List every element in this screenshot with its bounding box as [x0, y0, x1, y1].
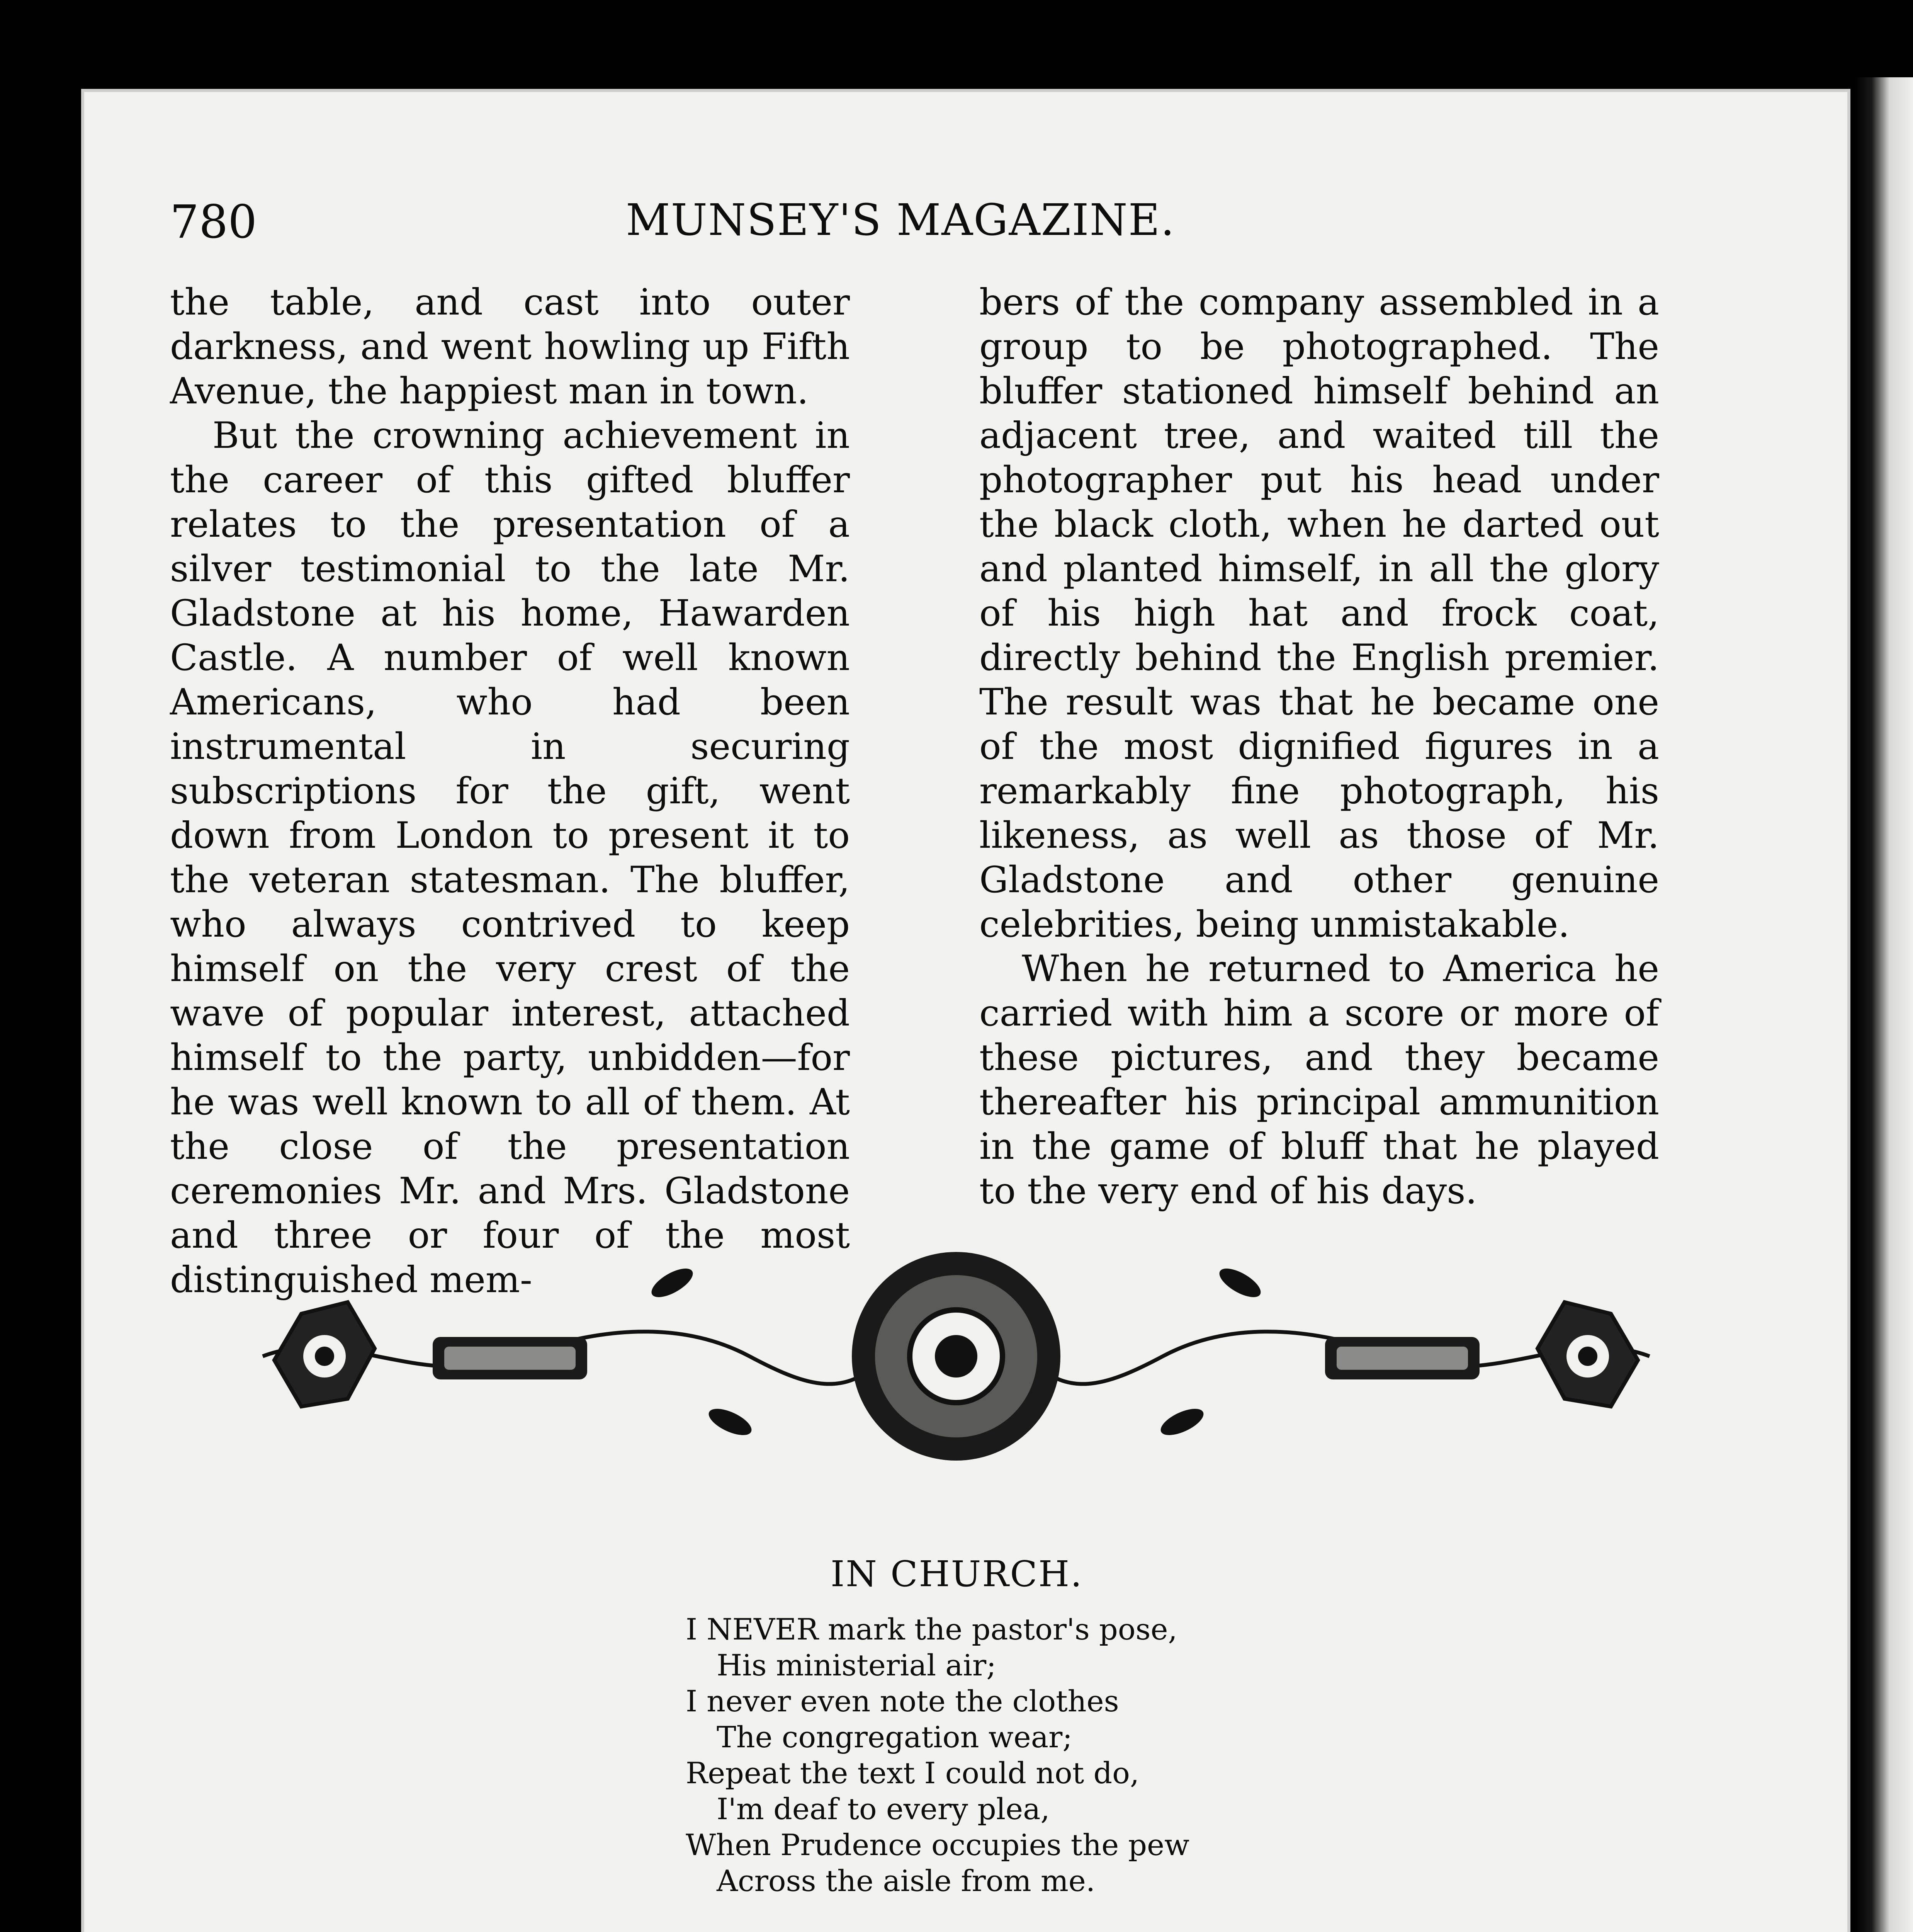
poem-body	[686, 1611, 1306, 1932]
poem-line: I NEVER mark the pastor's pose,	[686, 1612, 1177, 1646]
poem-line: The congregation wear;	[717, 1720, 1072, 1754]
poem-stanza	[686, 1611, 1306, 1899]
running-head: MUNSEY'S MAGAZINE.	[626, 195, 1175, 245]
poem-line: When Prudence occupies the pew	[686, 1828, 1190, 1862]
left-bar-ornament	[433, 1337, 587, 1379]
poem-title: IN CHURCH.	[831, 1553, 1083, 1595]
poem-line: His ministerial air;	[717, 1648, 996, 1682]
adjacent-page-edge	[1854, 77, 1913, 1932]
center-medallion-ornament	[852, 1252, 1060, 1461]
article-right-column	[979, 280, 1659, 1213]
article-paragraph: But the crowning achievement in the career of this gifted bluffer relates to the presentation of a silver testimonial to the late Mr. Gladstone at his home, Hawarden Castle. A number of well known Americans, who had been instrumental in securing subscriptions for the gift, went down from London to present it to the veteran statesman. The bluffer, who always contrived to keep himself on the very crest of the wave of popular interest, attached himself to the party, unbidden—for he was well known to all of them. At the close of the presentation ceremonies Mr. and Mrs. Gladstone and three or four of the most distinguished mem-	[170, 415, 850, 1301]
article-left-column	[170, 280, 850, 1302]
left-hexagon-ornament	[274, 1302, 375, 1406]
article-paragraph: bers of the company assembled in a group to be photographed. The bluffer stationed himself behind an adjacent tree, and waited till the photographer put his head under the black cloth, when he darted out and planted himself, in all the glory of his high hat and frock coat, directly behind the English premier. The result was that he became one of the most dignified figures in a remarkably fine photograph, his likeness, as well as those of Mr. Gladstone and other genuine celebrities, being unmistakable.	[979, 281, 1659, 946]
poem-line: I'm deaf to every plea,	[717, 1792, 1050, 1826]
decorative-ornament-band	[247, 1236, 1665, 1476]
article-paragraph: When he returned to America he carried with him a score or more of these pictures, and they became thereafter his principal ammunition in the game of bluff that he played to the very end of his days.	[979, 948, 1659, 1212]
right-hexagon-ornament	[1538, 1302, 1638, 1406]
poem-line: Repeat the text I could not do,	[686, 1756, 1140, 1790]
right-bar-ornament	[1325, 1337, 1480, 1379]
page-number: 780	[170, 195, 257, 248]
poem-line: I never even note the clothes	[686, 1684, 1119, 1718]
article-paragraph: the table, and cast into outer darkness, and went howling up Fifth Avenue, the happiest man in town.	[170, 281, 850, 412]
poem-line: Across the aisle from me.	[717, 1864, 1096, 1898]
